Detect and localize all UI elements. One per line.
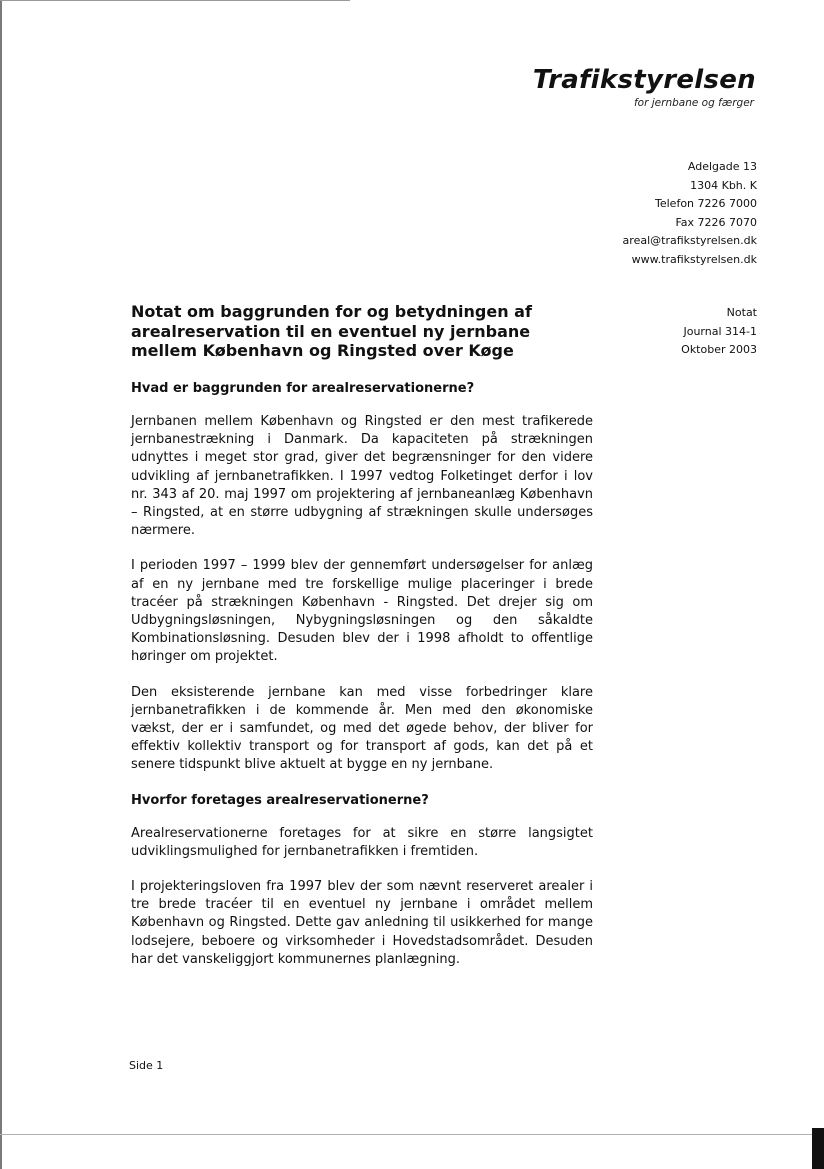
body-paragraph: I projekteringsloven fra 1997 blev der som nævnt reserveret arealer i tre brede tracéer til en eventuel ny jernbane i området mellem København og Ringsted. Dette gav anledning til usikkerhed for mange lodsejere, beboere og virksomheder i Hovedstadsområdet. Desuden har det vanskeliggjort kommunernes planlægning. — [131, 879, 593, 967]
page-number: Side 1 — [129, 1059, 164, 1072]
section-heading: Hvorfor foretages arealreservationerne? — [131, 792, 429, 808]
body-paragraph: Arealreservationerne foretages for at sikre en større langsigtet udviklingsmulighed for jernbanetrafikken i fremtiden. — [131, 825, 593, 859]
brand-name: Trafikstyrelsen — [532, 65, 756, 95]
document-title: Notat om baggrunden for og betydningen af arealreservation til en eventuel ny jernbane mellem København og Ringsted over Køge — [131, 302, 532, 360]
journal-number: Journal 314-1 — [683, 324, 757, 338]
address-email: areal@trafikstyrelsen.dk — [622, 234, 757, 247]
address-city: 1304 Kbh. K — [690, 178, 757, 192]
scan-corner-mark — [812, 1128, 824, 1169]
document-body — [131, 380, 593, 986]
document-type: Notat — [726, 306, 757, 319]
address-phone: Telefon 7226 7000 — [655, 197, 757, 210]
body-paragraph: Jernbanen mellem København og Ringsted er den mest trafikerede jernbanestrækning i Danmark. Da kapaciteten på strækningen udnyttes i meget stor grad, giver det begrænsninger for den videre udvikling af jernbanetrafikken. I 1997 vedtog Folketinget derfor i lov nr. 343 af 20. maj 1997 om projektering af jernbaneanlæg København – Ringsted, at en større udbygning af strækningen skulle undersøges nærmere. — [131, 414, 593, 539]
scan-edge-bottom — [0, 1134, 824, 1135]
document-meta-block — [681, 304, 757, 360]
brand-subtitle: for jernbane og færger — [633, 97, 754, 109]
scan-edge-left — [0, 0, 2, 1169]
sender-address-block — [623, 158, 757, 269]
body-paragraph: I perioden 1997 – 1999 blev der gennemført undersøgelser for anlæg af en ny jernbane med tre forskellige mulige placeringer i brede tracéer på strækningen København - Ringsted. Det drejer sig om Udbygningsløsningen, Nybygningsløsningen og den såkaldte Kombinationsløsning. Desuden blev der i 1998 afholdt to offentlige høringer om projektet. — [131, 558, 593, 665]
document-date: Oktober 2003 — [681, 343, 757, 356]
letterhead-logo — [533, 64, 756, 110]
body-paragraph: Den eksisterende jernbane kan med visse forbedringer klare jernbanetrafikken i de kommende år. Men med den økonomiske vækst, der er i samfundet, og med det øgede behov, der bliver for effektiv kollektiv transport og for transport af gods, kan det på et senere tidspunkt blive aktuelt at bygge en ny jernbane. — [131, 684, 593, 773]
section-heading: Hvad er baggrunden for arealreservationerne? — [131, 381, 475, 396]
address-street: Adelgade 13 — [687, 160, 757, 173]
address-website: www.trafikstyrelsen.dk — [631, 252, 757, 266]
address-fax: Fax 7226 7070 — [675, 215, 757, 229]
scan-edge-top — [0, 0, 350, 1]
